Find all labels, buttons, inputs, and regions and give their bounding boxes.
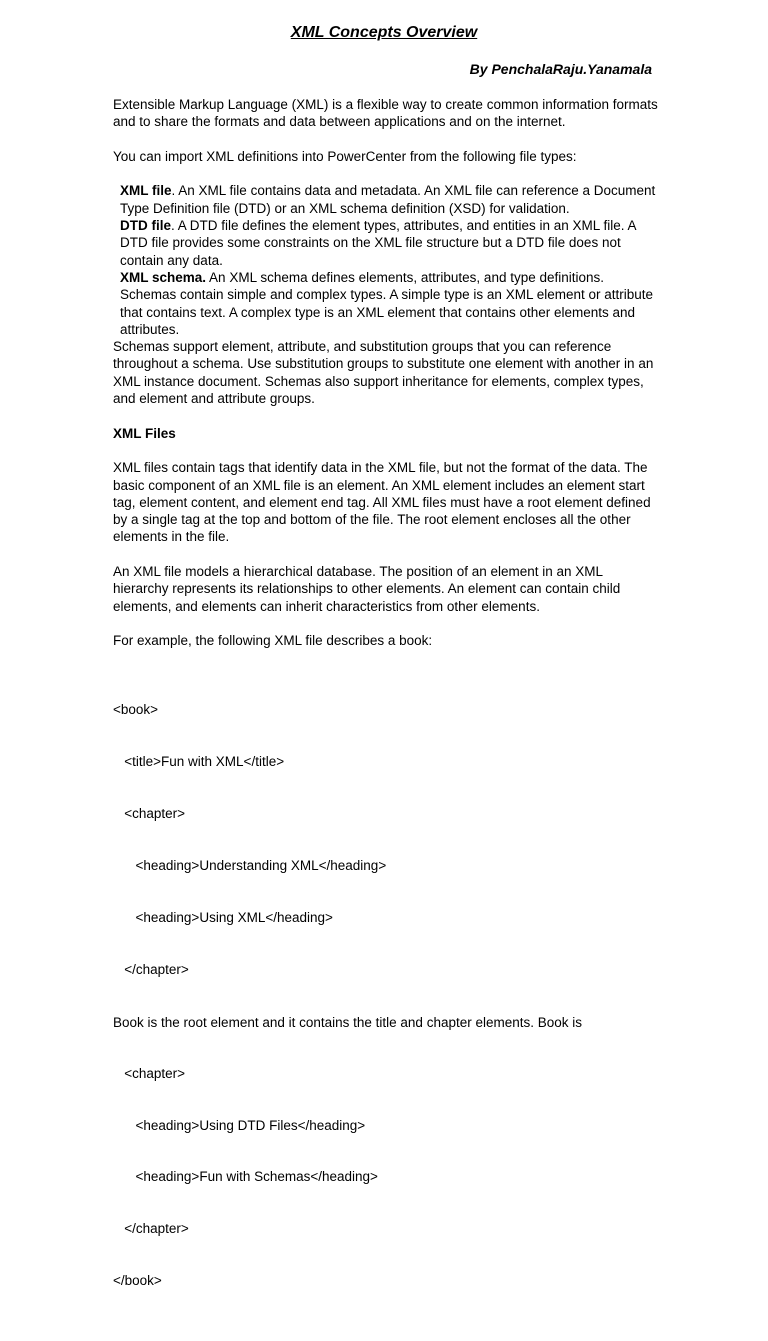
- code-line: </book>: [113, 1273, 162, 1289]
- code-line: <title>Fun with XML</title>: [113, 754, 285, 770]
- truncated-paragraph: Book is the root element and it contains the title and chapter elements. Book is: [113, 1015, 583, 1030]
- document-title: XML Concepts Overview: [290, 24, 478, 41]
- definition-term: DTD file: [120, 218, 172, 234]
- code-line: </chapter>: [113, 1221, 189, 1237]
- definition-item: [120, 182, 658, 217]
- document-body: [113, 96, 658, 1341]
- intro-paragraph: Extensible Markup Language (XML) is a flexible way to create common information formats and to share the formats and data between applications and on the internet.: [113, 97, 658, 130]
- intro-paragraph: You can import XML definitions into PowerCenter from the following file types:: [113, 148, 577, 164]
- section-heading: XML Files: [113, 425, 176, 441]
- code-line: <book>: [113, 702, 159, 718]
- code-line: <chapter>: [113, 806, 186, 822]
- section-paragraph: XML files contain tags that identify data in the XML file, but not the format of the data. The basic component of an XML file is an element. An XML element includes an element start tag, element content, and element end tag. All XML files must have a root element defined by a single tag at the top and bottom of the file. The root element encloses all the other elements in the file.: [113, 460, 651, 545]
- schemas-paragraph: Schemas support element, attribute, and substitution groups that you can reference throughout a schema. Use substitution groups to substitute one element with another in an XML instance document. Schemas also support inheritance for elements, complex types, and element and attribute groups.: [113, 339, 654, 407]
- definition-separator: .: [171, 218, 175, 234]
- code-line: <heading>Using DTD Files</heading>: [113, 1117, 366, 1133]
- xml-example: [113, 667, 658, 1324]
- code-line: </chapter>: [113, 961, 189, 977]
- section-paragraph: An XML file models a hierarchical database. The position of an element in an XML hierarchy represents its relationships to other elements. An element can contain child elements, and elements can inherit characteristics from other elements.: [113, 564, 621, 614]
- definition-text: An XML schema defines elements, attributes, and type definitions. Schemas contain simple and complex types. A simple type is an XML element or attribute that contains text. A complex type is an XML element that contains other elements and attributes.: [120, 269, 654, 337]
- definition-separator: .: [171, 183, 176, 199]
- definition-term: XML schema.: [120, 269, 207, 285]
- code-line: <heading>Fun with Schemas</heading>: [113, 1169, 378, 1185]
- definition-item: [120, 217, 658, 269]
- author-line: By PenchalaRaju.Yanamala: [469, 61, 652, 77]
- section-paragraph: For example, the following XML file describes a book:: [113, 633, 433, 649]
- definition-text: An XML file contains data and metadata. An XML file can reference a Document Type Definition file (DTD) or an XML schema definition (XSD) for validation.: [120, 183, 656, 216]
- code-line: <heading>Using XML</heading>: [113, 909, 333, 925]
- definition-item: [120, 269, 658, 338]
- definition-text: A DTD file defines the element types, attributes, and entities in an XML file. A DTD file provides some constraints on the XML file structure but a DTD file does not contain any data.: [120, 218, 636, 268]
- code-line: <heading>Understanding XML</heading>: [113, 858, 387, 874]
- file-type-list: [120, 182, 658, 338]
- code-line: <chapter>: [113, 1065, 186, 1081]
- definition-term: XML file: [120, 183, 172, 199]
